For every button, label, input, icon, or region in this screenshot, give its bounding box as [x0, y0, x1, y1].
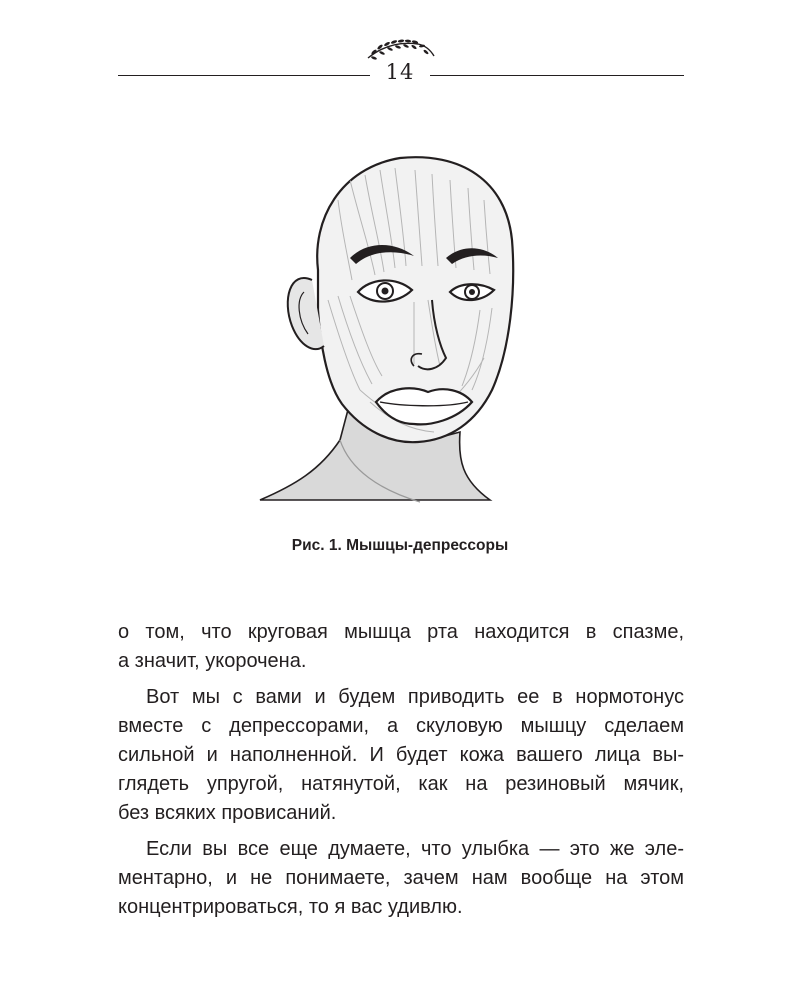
paragraph-1	[118, 618, 684, 676]
figure-caption: Рис. 1. Мышцы-депрессоры	[291, 537, 509, 554]
header-rule-right	[430, 75, 684, 76]
text-line: о том, что круговая мышца рта находится в спазме,	[118, 621, 684, 643]
header-rule-left	[118, 75, 370, 76]
text-line: Вот мы с вами и будем приводить ее в нормотонус	[146, 686, 684, 708]
text-line: концентрироваться, то я вас удивлю.	[118, 896, 463, 918]
text-line: ментарно, и не понимаете, зачем нам вообще на этом	[118, 867, 684, 889]
page-header	[0, 0, 800, 110]
text-line: без всяких провисаний.	[118, 802, 337, 824]
paragraph-3	[118, 835, 684, 922]
text-line: вместе с депрессорами, а скуловую мышцу сделаем	[118, 715, 684, 737]
paragraph-2	[118, 683, 684, 828]
face-muscles-illustration	[200, 140, 600, 520]
text-line: а значит, укорочена.	[118, 650, 307, 672]
page-number: 14	[385, 60, 415, 84]
text-line: глядеть упругой, натянутой, как на резиновый мячик,	[118, 773, 684, 795]
body-text	[118, 618, 684, 922]
text-line: Если вы все еще думаете, что улыбка — это же эле-	[146, 838, 684, 860]
text-line: сильной и наполненной. И будет кожа вашего лица вы-	[118, 744, 684, 766]
